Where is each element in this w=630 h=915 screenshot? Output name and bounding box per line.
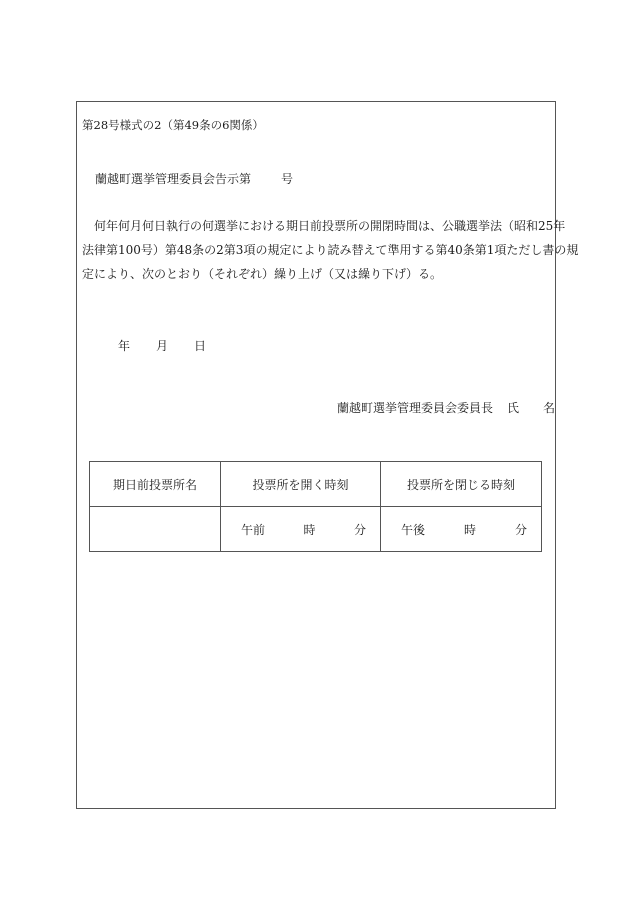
body-line: 何年何月何日執行の何選挙における期日前投票所の開閉時間は、公職選挙法（昭和25年 [94, 219, 566, 233]
header-open-time: 投票所を開く時刻 [221, 462, 381, 507]
close-time-cell [381, 507, 542, 552]
date-day: 日 [194, 339, 207, 353]
close-hour: 時 [463, 522, 476, 537]
body-line: 法律第100号）第48条の2第3項の規定により読み替えて準用する第40条第1項ただし書の規 [82, 243, 579, 257]
notice-suffix: 号 [281, 172, 294, 186]
polling-hours-table [89, 461, 542, 552]
close-minute: 分 [514, 522, 527, 537]
open-period: 午前 [241, 522, 266, 537]
signature-line [337, 401, 555, 415]
close-period: 午後 [401, 522, 426, 537]
open-hour: 時 [303, 522, 316, 537]
signature-title: 蘭越町選挙管理委員会委員長 [337, 401, 494, 415]
signature-shi: 氏 [507, 401, 520, 415]
table-row [90, 507, 542, 552]
notice-number [95, 172, 293, 186]
signature-mei: 名 [543, 401, 556, 415]
table-header-row [90, 462, 542, 507]
header-polling-place: 期日前投票所名 [90, 462, 221, 507]
header-close-time: 投票所を閉じる時刻 [381, 462, 542, 507]
body-line: 定により、次のとおり（それぞれ）繰り上げ（又は繰り下げ）る。 [82, 267, 443, 281]
form-reference: 第28号様式の2（第49条の6関係） [82, 118, 264, 132]
open-time-cell [221, 507, 381, 552]
date-month: 月 [156, 339, 169, 353]
open-minute: 分 [353, 522, 366, 537]
date-line [118, 339, 206, 353]
notice-prefix: 蘭越町選挙管理委員会告示第 [95, 172, 252, 186]
body-paragraph [82, 214, 579, 286]
form-frame [76, 101, 579, 809]
date-year: 年 [118, 339, 131, 353]
polling-place-cell [90, 507, 221, 552]
